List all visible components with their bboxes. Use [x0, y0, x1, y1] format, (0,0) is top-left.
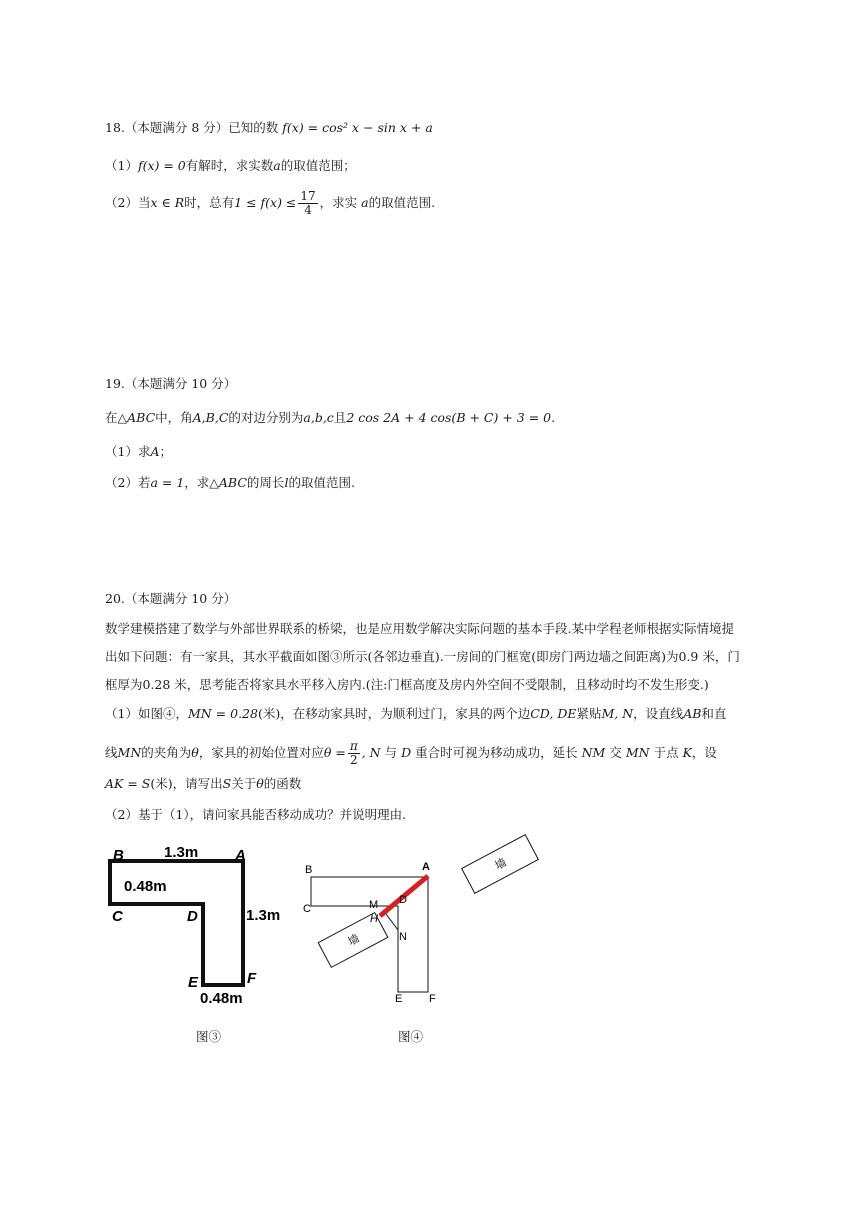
q20-p1b-jiao: 交	[609, 745, 622, 760]
q19-stem-end: .	[551, 410, 556, 425]
q20-p1b-yudian: 于点	[653, 745, 679, 760]
q18-p2-denominator: 4	[304, 203, 312, 217]
q18-p2-text: ，求实	[319, 195, 358, 210]
q19-sides: a,b,c	[303, 410, 334, 425]
fig4-label-n: N	[399, 931, 407, 943]
q20-p1b-nm: NM	[581, 745, 606, 760]
q20-p1a-mid: (米)，在移动家具时，为顺利过门，家具的两个边	[257, 706, 531, 721]
q19-triangle: △ABC	[117, 410, 156, 425]
q20-p1c-aks: AK = S	[105, 776, 151, 791]
q18-title: 18.（本题满分 8 分）已知的数	[105, 120, 279, 135]
q19-stem-mid: 中，角	[155, 410, 193, 425]
q19-stem	[105, 409, 555, 427]
q18-p2-end: 的取值范围.	[368, 195, 436, 210]
wall-label-upper: 墙	[493, 856, 509, 873]
q19-p1-text: （1）求	[105, 444, 151, 459]
q20-part1-a	[105, 705, 726, 723]
q20-p1b-fraction	[348, 740, 360, 767]
fig3-caption: 图③	[196, 1029, 222, 1044]
q18-p2-prefix: （2）当	[105, 195, 151, 210]
q19-part1	[105, 443, 172, 461]
q20-p1b-pre: 线	[105, 745, 118, 760]
q20-p1c-theta: θ	[256, 776, 264, 791]
q18-p2-domain: x ∈ R	[150, 195, 185, 210]
figure-3	[100, 840, 300, 1015]
q19-stem-mid3: 且	[333, 410, 347, 425]
q20-p1b-end: ，设	[691, 745, 717, 760]
q18-p1-var: a	[273, 158, 281, 173]
q18-part2	[105, 190, 435, 217]
fig4-label-d: D	[399, 894, 407, 906]
q19-p2-pre: （2）若	[105, 475, 151, 490]
q20-part1-c	[105, 775, 301, 793]
q18-p1-equation: f(x) = 0	[137, 158, 186, 173]
q20-p1a-mid2: 紧贴	[576, 706, 602, 721]
q20-p1b-theta: θ	[191, 745, 199, 760]
q19-angles: A,B,C	[192, 410, 229, 425]
q20-p1a-mid3: ，设直线	[633, 706, 684, 721]
q18-p2-mid: 时，总有	[184, 195, 235, 210]
q19-title: 19.（本题满分 10 分）	[105, 376, 237, 391]
q20-p1c-s: S	[222, 776, 232, 791]
q18-p1-prefix: （1）	[105, 158, 138, 173]
q19-p2-triangle: △ABC	[209, 475, 247, 490]
q20-p1b-mid: 的夹角为	[141, 745, 192, 760]
q20-p1b-k: K	[682, 745, 692, 760]
q20-p1b-mn2: MN	[625, 745, 650, 760]
q19-equation: 2 cos 2A + 4 cos(B + C) + 3 = 0	[346, 410, 552, 425]
q18-p1-end: 的取值范围；	[280, 158, 356, 173]
q20-p1a-mn: MN = 0.28	[187, 706, 258, 721]
q20-title: 20.（本题满分 10 分）	[105, 591, 237, 606]
q18-p2-var: a	[361, 195, 369, 210]
q20-p1a-cdde: CD, DE	[530, 706, 577, 721]
q20-p1b-pi: π	[349, 739, 358, 753]
q19-stem-mid2: 的对边分别为	[228, 410, 304, 425]
q18-part1	[105, 157, 356, 175]
q19-part2	[105, 474, 355, 492]
q19-p2-end: 的取值范围.	[288, 475, 355, 490]
fig4-caption: 图④	[398, 1029, 424, 1044]
q20-p1c-mid: (米)，请写出	[150, 776, 223, 791]
q19-stem-pre: 在	[105, 410, 118, 425]
q20-p1a-mn2: M, N	[601, 706, 634, 721]
fig4-label-a: A	[422, 861, 430, 873]
fig3-label-d: D	[187, 908, 198, 925]
wall-label-lower: 墙	[346, 932, 362, 949]
q19-p2-mid2: 的周长	[246, 475, 285, 490]
fig3-dim-top: 1.3m	[164, 844, 199, 861]
q18-p2-inequality: 1 ≤ f(x) ≤	[234, 195, 297, 210]
q20-p1a-pre: （1）如图④，	[105, 706, 188, 721]
fig3-dim-bottom: 0.48m	[200, 990, 243, 1007]
q19-p2-var: l	[284, 475, 289, 490]
q19-p1-end: ；	[159, 444, 172, 459]
fig3-dim-right: 1.3m	[246, 907, 281, 924]
q20-p1b-theta2: θ =	[323, 745, 346, 760]
q20-p1b-with: 与	[384, 745, 398, 760]
wall-block-upper	[462, 835, 539, 894]
q20-part1-b	[105, 740, 717, 767]
q20-p1b-d: D	[401, 745, 412, 760]
q20-p1c-mid2: 关于	[231, 776, 257, 791]
fig4-label-m: M	[369, 899, 379, 911]
q20-line1: 数学建模搭建了数学与外部世界联系的桥梁，也是应用数学解决实际问题的基本手段.某中学程老师根据实际情境提	[105, 621, 734, 636]
fig3-label-f: F	[247, 970, 257, 987]
q20-p1c-end: 的函数	[263, 776, 302, 791]
fig4-label-h: H	[370, 913, 378, 925]
fig4-label-e: E	[395, 993, 403, 1005]
fig3-label-b: B	[113, 847, 124, 864]
q20-line2: 出如下问题：有一家具，其水平截面如图③所示(各邻边垂直).一房间的门框宽(即房门两边墙之间距离)为0.9 米，门	[105, 649, 740, 664]
q20-p1b-n: , N	[361, 745, 381, 760]
figure-4	[295, 830, 555, 1010]
q20-p1b-mn: MN	[117, 745, 142, 760]
q18-p2-fraction	[298, 190, 317, 217]
q20-p1a-end: 和直	[701, 706, 727, 721]
q19-p1-var: A	[150, 444, 160, 459]
q19-p2-math: a = 1	[150, 475, 185, 490]
q20-part2: （2）基于（1），请问家具能否移动成功？并说明理由.	[105, 807, 407, 822]
fig3-label-a: A	[235, 847, 246, 864]
q19-p2-mid: ，求	[184, 475, 210, 490]
q18-p2-numerator: 17	[300, 189, 316, 203]
fig4-label-b: B	[305, 864, 313, 876]
q20-p1b-two: 2	[349, 753, 358, 767]
fig3-label-c: C	[112, 908, 123, 925]
fig3-label-e: E	[188, 974, 199, 991]
q20-p1a-ab: AB	[683, 706, 702, 721]
fig4-label-c: C	[303, 903, 311, 915]
q18-title-line	[105, 119, 433, 137]
q20-p1b-mid2: ，家具的初始位置对应	[198, 745, 324, 760]
q20-line3: 框厚为0.28 米，思考能否将家具水平移入房内.(注:门框高度及房内外空间不受限制，且移动时均不发生形变.)	[105, 677, 709, 692]
fig3-dim-left: 0.48m	[124, 878, 167, 895]
q18-p1-text: 有解时，求实数	[185, 158, 274, 173]
q18-function: f(x) = cos² x − sin x + a	[282, 120, 433, 135]
fig4-label-f: F	[429, 993, 436, 1005]
q20-p1b-mid5: 重合时可视为移动成功，延长	[415, 745, 578, 760]
